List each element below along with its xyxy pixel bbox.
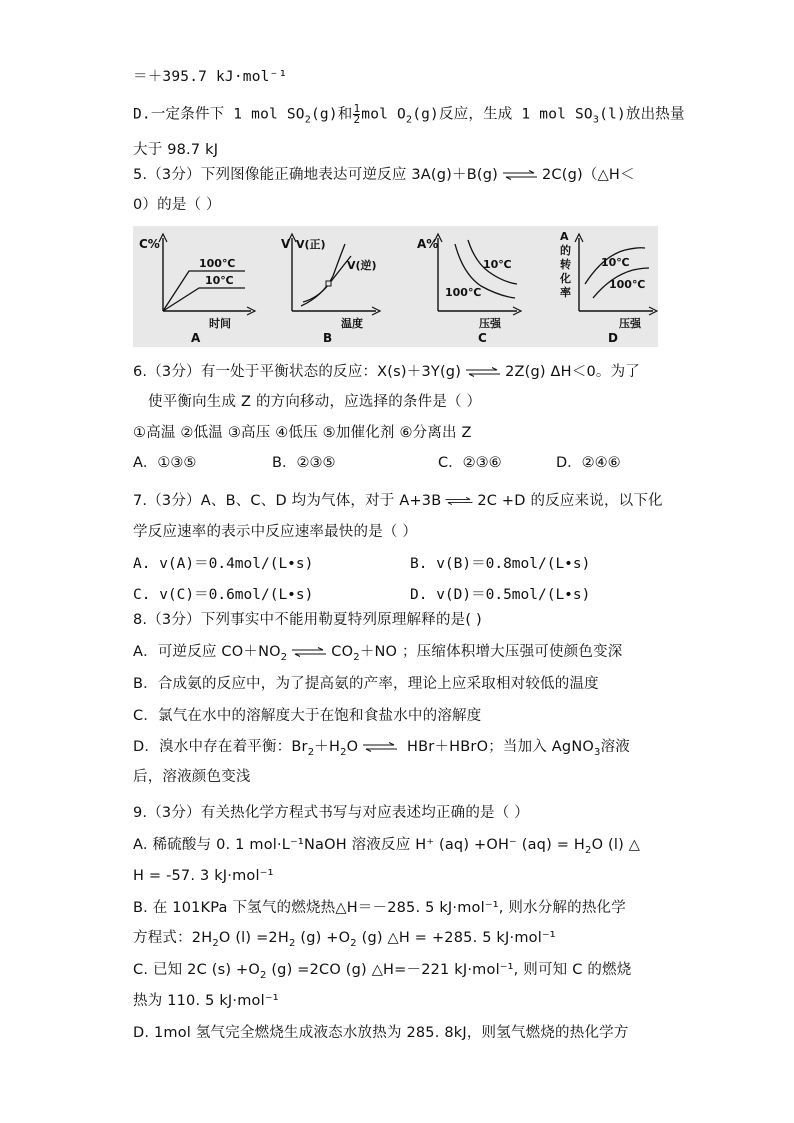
question-8: 8.（3分）下列事实中不能用勒夏特列原理解释的是( )	[133, 612, 482, 628]
question-9-option-a: A. 稀硫酸与 0. 1 mol·L⁻¹NaOH 溶液反应 H⁺ (aq) +OH⁻ $(aq) = H_2O$ (l) △	[133, 837, 641, 856]
question-5: 5.（3分）下列图像能正确地表达可逆反应 3A(g)＋B(g) 2C(g)（△H＜	[133, 167, 635, 183]
svg-text:的: 的	[560, 244, 571, 257]
reversible-arrow-icon	[290, 647, 328, 657]
question-8-option-a: A．可逆反应 $CO+NO_2$ $CO_2+NO$ ；压缩体积增大压强可使颜色变深	[133, 644, 623, 663]
question-9-option-b: B. 在 101KPa 下氢气的燃烧热△H＝－285. 5 kJ·mol⁻¹, 则水分解的热化学	[133, 900, 626, 916]
svg-text:10℃: 10℃	[601, 256, 630, 269]
svg-text:化: 化	[560, 272, 571, 285]
question-5-graphs	[133, 226, 658, 347]
svg-text:A: A	[191, 331, 201, 345]
question-6-conditions: ①高温 ②低温 ③高压 ④低压 ⑤加催化剂 ⑥分离出 Z	[133, 425, 472, 441]
text-line: H = -57. 3 kJ·mol⁻¹	[133, 868, 274, 884]
text-line: 后，溶液颜色变浅	[133, 769, 251, 785]
question-6-option-d: D．②④⑥	[556, 455, 621, 471]
question-6-option-a: A．①③⑤	[133, 455, 197, 471]
fraction: $\frac{1}{2}$	[353, 102, 361, 126]
svg-text:100℃: 100℃	[609, 278, 646, 291]
svg-text:C: C	[478, 331, 487, 345]
question-6: 6.（3分）有一处于平衡状态的反应：X(s)＋3Y(g) 2Z(g) ΔH＜0。为了	[133, 364, 640, 380]
question-4-option-d: D.一定条件下 1 mol $SO_2(g)$和 $\frac{1}{2}$ mol $O_2(g)$反应，生成 1 mol $SO_3(l)$放出热量	[133, 102, 685, 126]
svg-text:10℃: 10℃	[205, 274, 234, 287]
question-8-option-d: D．溴水中存在着平衡：$Br_2+H_2O$ HBr＋HBrO；当加入 AgNO$_3$溶液	[133, 739, 630, 758]
svg-text:C%: C%	[139, 237, 160, 251]
question-7: 7.（3分）A、B、C、D 均为气体，对于 A+3B 2C +D 的反应来说，以下化	[133, 493, 663, 509]
question-7-option-b: B. v(B)＝0.8mol/(L•s)	[410, 556, 591, 572]
text-line: 热为 110. 5 kJ·mol⁻¹	[133, 993, 279, 1009]
question-9-option-d: D. 1mol 氢气完全燃烧生成液态水放热为 285. 8kJ，则氢气燃烧的热化学方	[133, 1025, 629, 1041]
svg-text:温度: 温度	[341, 317, 363, 330]
text-line: ＝＋395.7 kJ·mol⁻¹	[133, 69, 288, 85]
svg-text:A%: A%	[417, 237, 439, 251]
text-line: 大于 98.7 kJ	[133, 142, 219, 158]
reversible-arrow-icon	[464, 367, 502, 377]
graph-a	[139, 234, 255, 345]
graph-c	[417, 234, 521, 345]
question-7-option-d: D. v(D)＝0.5mol/(L•s)	[410, 587, 591, 603]
svg-text:100℃: 100℃	[199, 257, 236, 270]
graph-d	[559, 230, 657, 345]
graph-b	[281, 234, 380, 345]
question-8-option-c: C．氯气在水中的溶解度大于在饱和食盐水中的溶解度	[133, 708, 482, 724]
svg-text:100℃: 100℃	[445, 286, 482, 299]
svg-text:率: 率	[560, 286, 571, 299]
question-9-option-c: C. 已知 2C $(s) +O_2$ (g) =2CO (g) △H=－221 kJ·mol⁻¹, 则可知 C 的燃烧	[133, 962, 632, 981]
text-line: 使平衡向生成 Z 的方向移动，应选择的条件是（ ）	[148, 394, 482, 410]
svg-text:V(正): V(正)	[296, 238, 326, 251]
svg-text:压强: 压强	[619, 317, 641, 330]
reversible-arrow-icon	[444, 496, 474, 506]
svg-text:时间: 时间	[209, 317, 231, 330]
question-6-option-c: C．②③⑥	[438, 455, 502, 471]
question-9: 9.（3分）有关热化学方程式书写与对应表述均正确的是（ ）	[133, 805, 529, 821]
reversible-arrow-icon	[361, 742, 399, 752]
question-7-option-a: A. v(A)＝0.4mol/(L•s)	[133, 556, 314, 572]
question-6-option-b: B．②③⑤	[272, 455, 336, 471]
svg-text:D: D	[608, 331, 618, 345]
text-line: 0）的是（ ）	[133, 197, 221, 213]
svg-text:V: V	[281, 237, 291, 251]
svg-text:V(逆): V(逆)	[347, 259, 377, 272]
question-8-option-b: B．合成氨的反应中，为了提高氨的产率，理论上应采取相对较低的温度	[133, 676, 599, 692]
svg-text:转: 转	[560, 258, 571, 271]
question-7-option-c: C. v(C)＝0.6mol/(L•s)	[133, 587, 314, 603]
text-line: 学反应速率的表示中反应速率最快的是（ ）	[133, 524, 418, 540]
svg-text:10℃: 10℃	[483, 258, 512, 271]
text-line: 方程式：$2H_2O$ $(l) =2H_2$ $(g) +O_2$ (g) △H = +285. 5 kJ·mol⁻¹	[133, 930, 556, 949]
svg-text:B: B	[323, 331, 333, 345]
svg-text:A: A	[560, 230, 569, 243]
reversible-arrow-icon	[501, 170, 539, 180]
svg-text:压强: 压强	[479, 317, 501, 330]
